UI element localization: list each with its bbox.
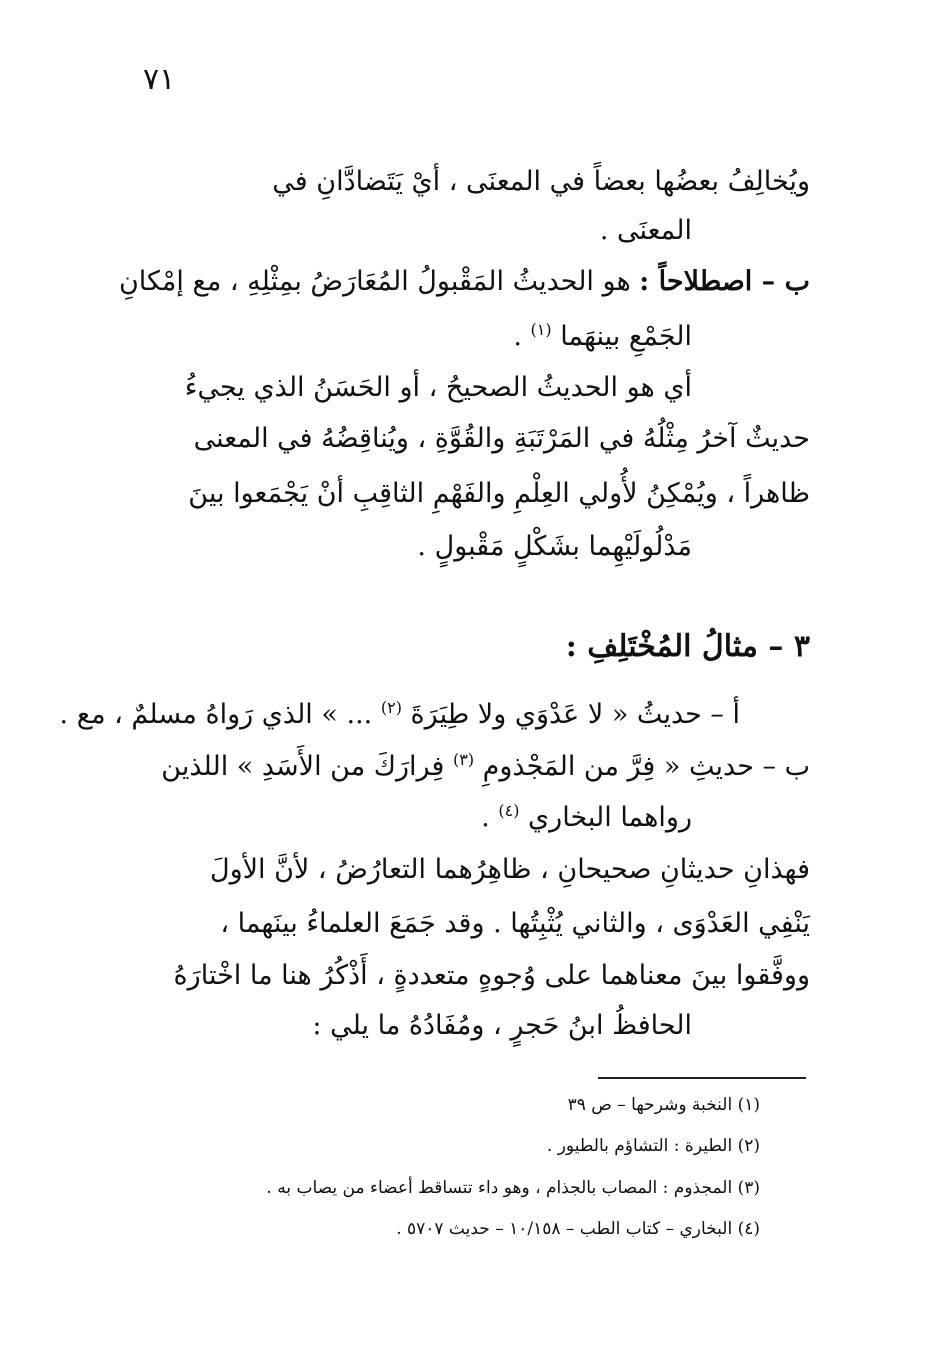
section-3-heading: ٣ – مثالُ المُخْتَلِفِ : (565, 629, 810, 664)
paragraph-3-line-3: ووفَّقوا بينَ معناهما على وُجوهٍ متعددةٍ ، أَذْكُرُ هنا ما اخْتارَهُ (173, 960, 810, 991)
paragraph-1-line-1: ويُخالِفُ بعضُها بعضاً في المعنَى ، أيْ يَتَضادَّانِ في (272, 166, 810, 197)
page-number: ٧١ (143, 62, 176, 97)
example-b-start: ب – حديثِ « فِرَّ من المَجْذومِ (482, 751, 810, 782)
footnote-3: (٣) المجذوم : المصاب بالجذام ، وهو داء تتساقط أعضاء من يصاب به . (266, 1178, 760, 1198)
example-b (120, 752, 810, 780)
paragraph-2-line-2: حديثٌ آخرُ مِثْلُهُ في المَرْتَبَةِ والقُوَّةِ ، ويُناقِضُهُ في المعنى (193, 423, 810, 454)
paragraph-1-line-2: المعنَى . (599, 215, 692, 246)
paragraph-2-line-3: ظاهراً ، ويُمْكِنُ لأُولي العِلْمِ والفَهْمِ الثاقِبِ أنْ يَجْمَعوا بينَ (188, 478, 810, 509)
definition-line-2-end: . (513, 321, 522, 352)
paragraph-2-line-4: مَدْلُولَيْهِما بشَكْلٍ مَقْبولٍ . (417, 531, 692, 562)
footnote-1: (١) النخبة وشرحها – ص ٣٩ (567, 1095, 760, 1115)
example-b-end: فِرارَكَ من الأَسَدِ » اللذين (161, 751, 445, 782)
example-a-end: ... » الذي رَواهُ مسلمٌ ، مع . (59, 699, 373, 730)
example-b-continuation (292, 803, 692, 831)
definition-line-1 (120, 268, 810, 295)
paragraph-3-line-2: يَنْفِي العَدْوَى ، والثاني يُثْبِتُها . وقد جَمَعَ العلماءُ بينَهما ، (220, 908, 810, 939)
example-b-cont-end: . (481, 802, 490, 833)
definition-label: ب – اصطلاحاً : (639, 266, 810, 297)
footnote-ref-2: (٢) (380, 698, 402, 717)
footnote-separator (598, 1077, 806, 1079)
footnote-2: (٢) الطيرة : التشاؤم بالطيور . (546, 1136, 760, 1156)
paragraph-3-line-4: الحافظُ ابنُ حَجرٍ ، ومُفَادُهُ ما يلي : (312, 1010, 692, 1041)
paragraph-2-line-1: أي هو الحديثُ الصحيحُ ، أو الحَسَنُ الذي يجيءُ (184, 372, 692, 403)
paragraph-3-line-1: فهذانِ حديثانِ صحيحانِ ، ظاهِرُهما التعارُضُ ، لأنَّ الأولَ (209, 854, 810, 885)
example-a (59, 698, 740, 730)
example-b-cont-text: رواهما البخاري (528, 802, 692, 833)
example-a-start: أ – حديثُ « لا عَدْوَي ولا طِيَرَةَ (410, 699, 740, 730)
footnote-4: (٤) البخاري – كتاب الطب – ١٠/١٥٨ – حديث ٥٧٠٧ . (396, 1219, 760, 1239)
definition-line-2 (292, 322, 692, 350)
definition-line-2-text: الجَمْعِ بينهَما (560, 321, 692, 352)
footnote-ref-1: (١) (530, 320, 552, 339)
footnote-ref-4: (٤) (498, 801, 520, 820)
definition-text: هو الحديثُ المَقْبولُ المُعَارَضُ بمِثْلِهِ ، مع إمْكانِ (118, 266, 631, 297)
footnote-ref-3: (٣) (452, 750, 475, 769)
